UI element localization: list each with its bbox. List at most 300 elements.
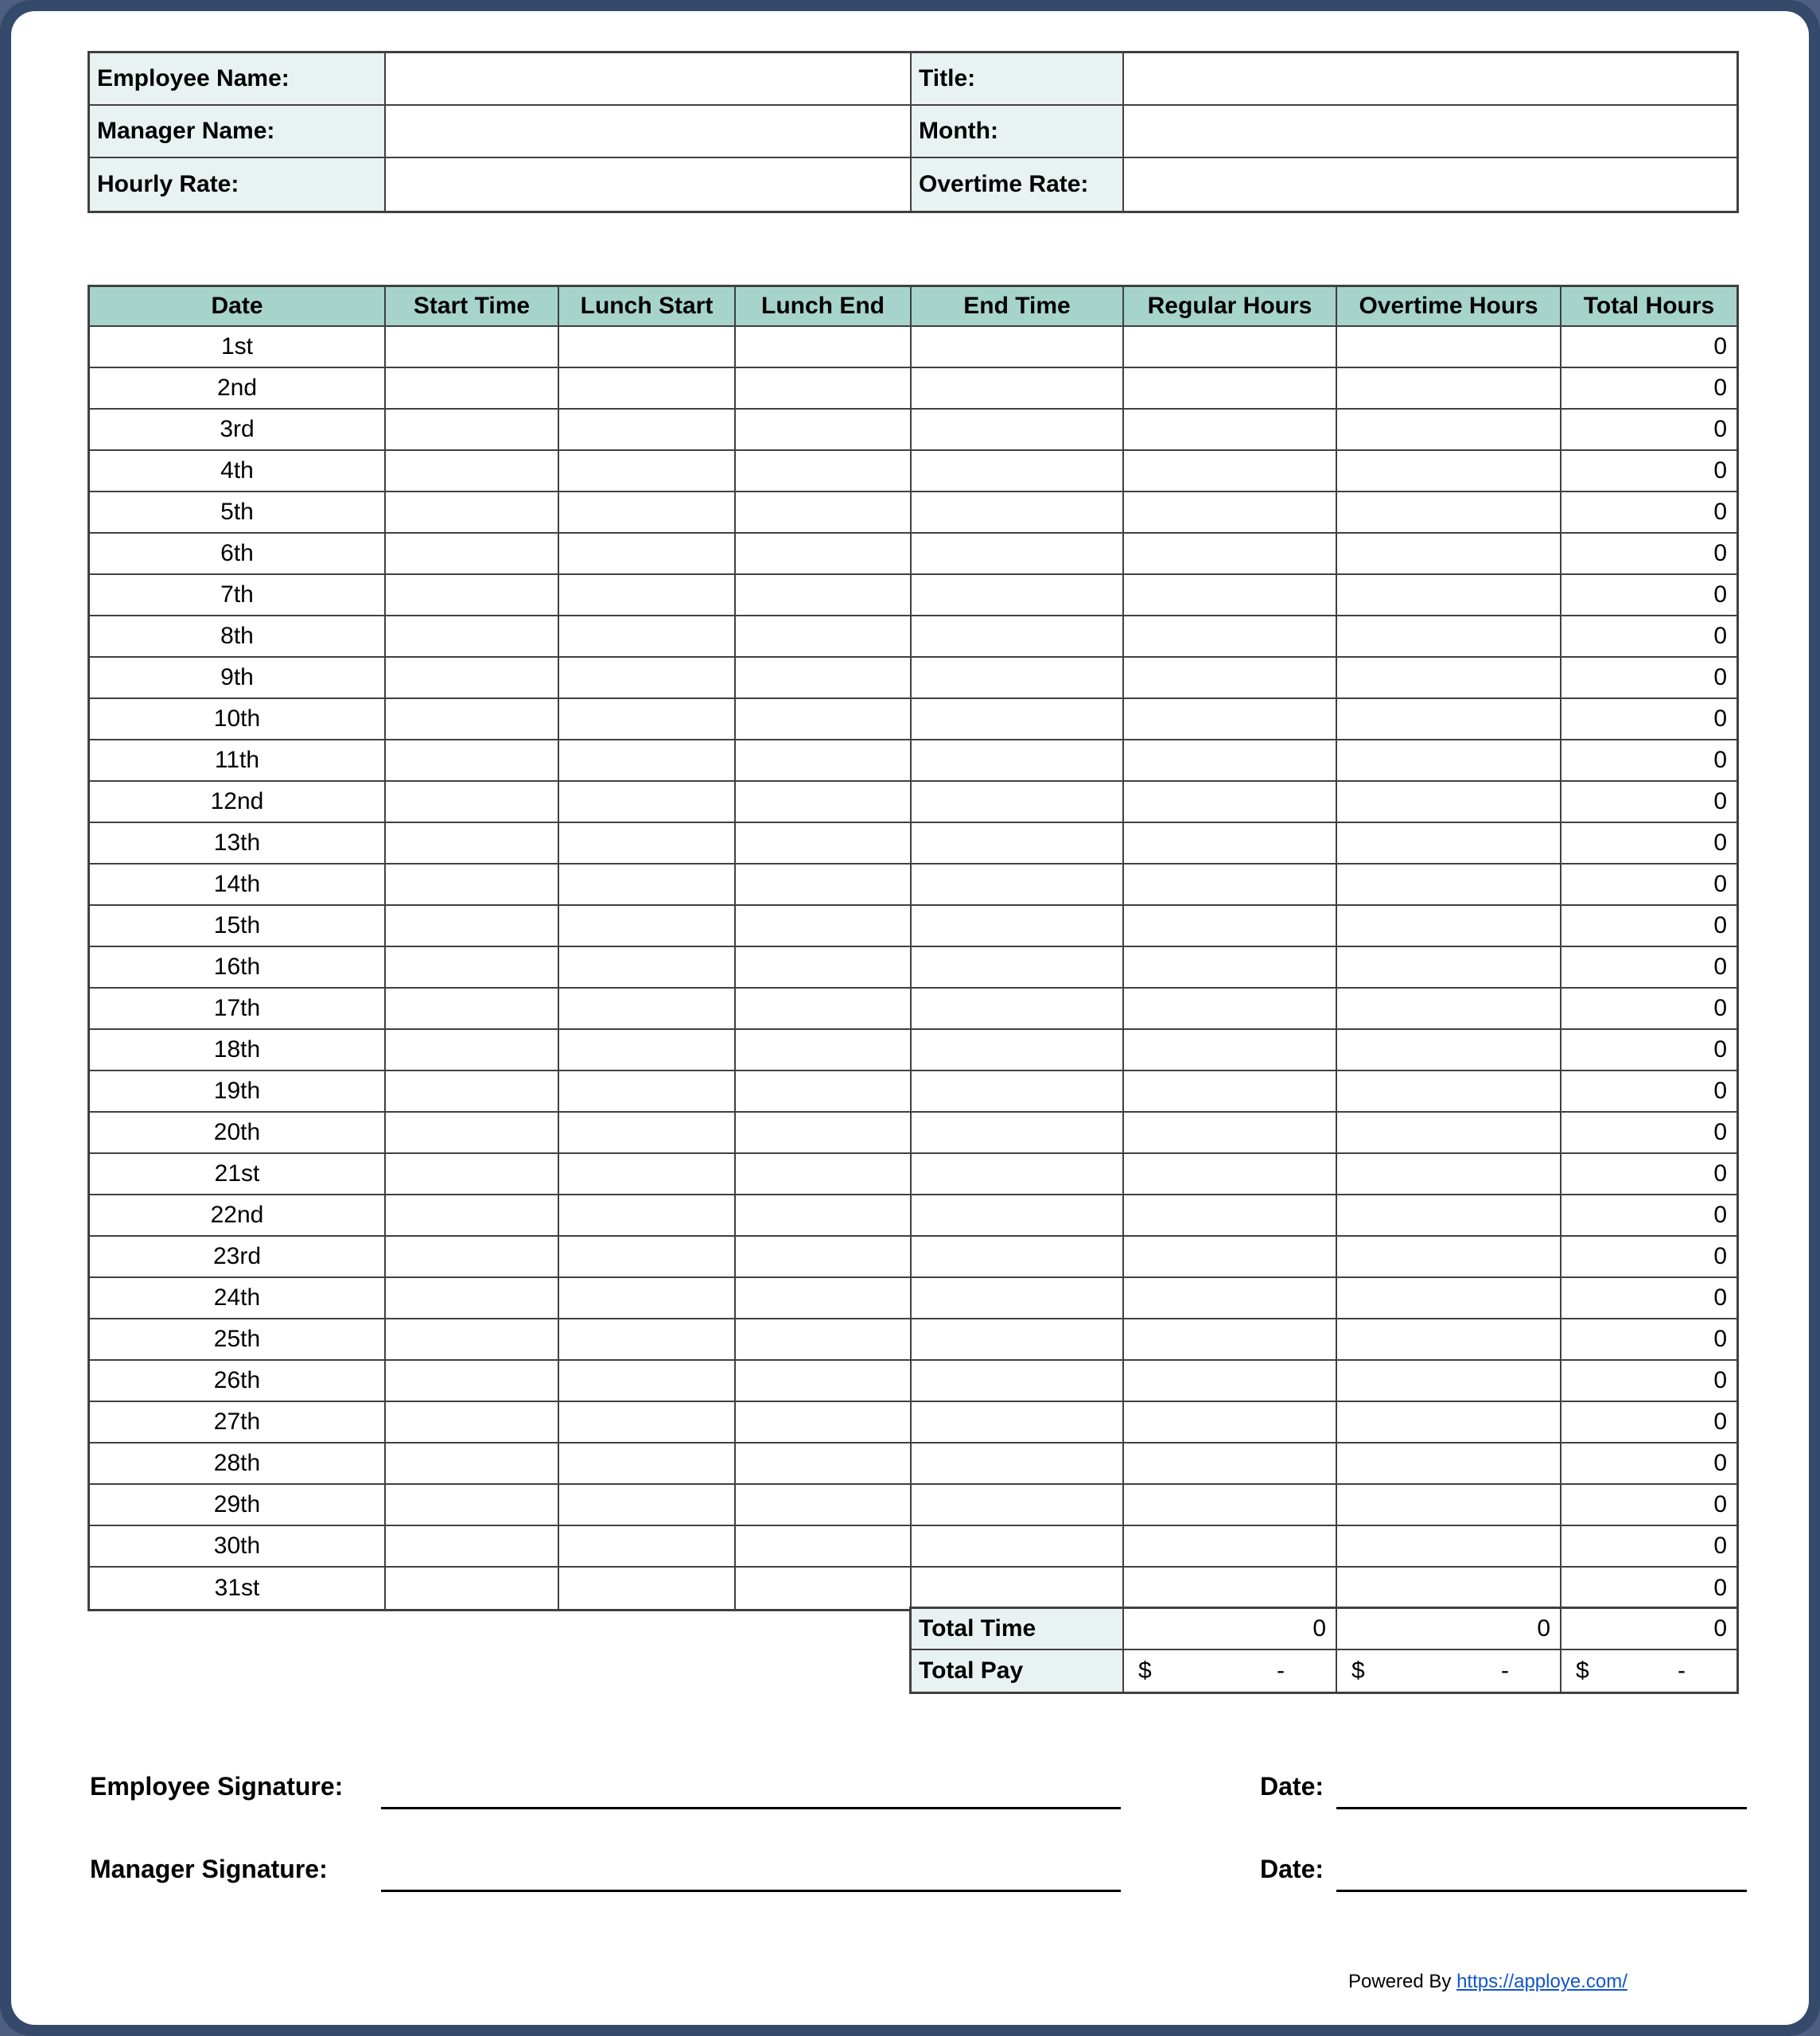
timesheet-row	[90, 1402, 1736, 1443]
overtime-hours-cell[interactable]	[1337, 1195, 1561, 1237]
total-hours-cell: 0	[1561, 989, 1736, 1030]
date-cell: 28th	[90, 1443, 386, 1485]
manager-date-line[interactable]	[1336, 1890, 1747, 1892]
lunch-start-cell[interactable]	[559, 327, 736, 368]
end-time-cell[interactable]	[912, 1278, 1124, 1319]
timesheet-row	[90, 327, 1736, 368]
header-total-hours: Total Hours	[1561, 287, 1736, 327]
regular-hours-cell[interactable]	[1124, 575, 1337, 616]
overtime-hours-cell[interactable]	[1337, 1030, 1561, 1071]
end-time-cell[interactable]	[912, 865, 1124, 906]
overtime-hours-cell[interactable]	[1337, 1071, 1561, 1113]
overtime-hours-cell[interactable]	[1337, 492, 1561, 534]
regular-hours-cell[interactable]	[1124, 1568, 1337, 1609]
lunch-end-cell[interactable]	[736, 1278, 912, 1319]
start-time-cell[interactable]	[386, 1568, 559, 1609]
total-pay-label: Total Pay	[912, 1650, 1124, 1692]
lunch-end-cell[interactable]	[736, 740, 912, 782]
regular-hours-cell[interactable]	[1124, 1195, 1337, 1237]
lunch-end-cell[interactable]	[736, 1113, 912, 1154]
total-time-regular: 0	[1124, 1609, 1337, 1650]
regular-hours-cell[interactable]	[1124, 740, 1337, 782]
lunch-start-cell[interactable]	[559, 740, 736, 782]
start-time-cell[interactable]	[386, 368, 559, 410]
start-time-cell[interactable]	[386, 616, 559, 658]
total-pay-total-value: -	[1678, 1657, 1686, 1684]
lunch-end-cell[interactable]	[736, 658, 912, 699]
regular-hours-cell[interactable]	[1124, 1113, 1337, 1154]
overtime-hours-cell[interactable]	[1337, 947, 1561, 989]
start-time-cell[interactable]	[386, 410, 559, 451]
lunch-start-cell[interactable]	[559, 1113, 736, 1154]
lunch-end-cell[interactable]	[736, 865, 912, 906]
timesheet-row	[90, 1361, 1736, 1402]
date-cell: 8th	[90, 616, 386, 658]
total-hours-cell: 0	[1561, 1443, 1736, 1485]
start-time-cell[interactable]	[386, 1237, 559, 1278]
date-cell: 14th	[90, 865, 386, 906]
timesheet-row	[90, 1278, 1736, 1319]
overtime-hours-cell[interactable]	[1337, 534, 1561, 575]
start-time-cell[interactable]	[386, 947, 559, 989]
lunch-end-cell[interactable]	[736, 1237, 912, 1278]
totals-table	[909, 1607, 1739, 1694]
regular-hours-cell[interactable]	[1124, 1071, 1337, 1113]
overtime-hours-cell[interactable]	[1337, 616, 1561, 658]
end-time-cell[interactable]	[912, 989, 1124, 1030]
lunch-start-cell[interactable]	[559, 492, 736, 534]
date-cell: 29th	[90, 1485, 386, 1526]
lunch-end-cell[interactable]	[736, 368, 912, 410]
end-time-cell[interactable]	[912, 906, 1124, 947]
lunch-start-cell[interactable]	[559, 1568, 736, 1609]
start-time-cell[interactable]	[386, 1071, 559, 1113]
overtime-hours-cell[interactable]	[1337, 1526, 1561, 1568]
header-date: Date	[90, 287, 386, 327]
employee-name-label: Employee Name:	[90, 53, 386, 106]
info-table	[88, 51, 1739, 213]
timesheet-row	[90, 451, 1736, 492]
regular-hours-cell[interactable]	[1124, 1237, 1337, 1278]
employee-name-field[interactable]	[386, 53, 912, 106]
manager-name-field[interactable]	[386, 106, 912, 158]
total-hours-cell: 0	[1561, 1319, 1736, 1361]
timesheet-row	[90, 534, 1736, 575]
overtime-hours-cell[interactable]	[1337, 368, 1561, 410]
overtime-hours-cell[interactable]	[1337, 989, 1561, 1030]
lunch-end-cell[interactable]	[736, 1361, 912, 1402]
regular-hours-cell[interactable]	[1124, 699, 1337, 740]
regular-hours-cell[interactable]	[1124, 782, 1337, 823]
total-pay-regular-value: -	[1277, 1657, 1285, 1684]
lunch-start-cell[interactable]	[559, 410, 736, 451]
timesheet-row	[90, 1030, 1736, 1071]
overtime-hours-cell[interactable]	[1337, 740, 1561, 782]
date-cell: 1st	[90, 327, 386, 368]
total-hours-cell: 0	[1561, 327, 1736, 368]
hourly-rate-label: Hourly Rate:	[90, 158, 386, 211]
end-time-cell[interactable]	[912, 410, 1124, 451]
lunch-start-cell[interactable]	[559, 1278, 736, 1319]
lunch-end-cell[interactable]	[736, 906, 912, 947]
timesheet-row	[90, 782, 1736, 823]
lunch-end-cell[interactable]	[736, 1443, 912, 1485]
start-time-cell[interactable]	[386, 782, 559, 823]
lunch-start-cell[interactable]	[559, 1361, 736, 1402]
regular-hours-cell[interactable]	[1124, 451, 1337, 492]
lunch-start-cell[interactable]	[559, 1526, 736, 1568]
total-hours-cell: 0	[1561, 1526, 1736, 1568]
lunch-end-cell[interactable]	[736, 699, 912, 740]
end-time-cell[interactable]	[912, 1443, 1124, 1485]
start-time-cell[interactable]	[386, 1402, 559, 1443]
total-hours-cell: 0	[1561, 865, 1736, 906]
overtime-rate-field[interactable]	[1124, 158, 1736, 211]
date-cell: 5th	[90, 492, 386, 534]
lunch-start-cell[interactable]	[559, 1195, 736, 1237]
lunch-start-cell[interactable]	[559, 906, 736, 947]
total-hours-cell: 0	[1561, 410, 1736, 451]
end-time-cell[interactable]	[912, 782, 1124, 823]
date-cell: 25th	[90, 1319, 386, 1361]
total-time-overtime: 0	[1337, 1609, 1561, 1650]
timesheet-row	[90, 616, 1736, 658]
lunch-end-cell[interactable]	[736, 575, 912, 616]
manager-signature-label: Manager Signature:	[90, 1855, 328, 1883]
total-pay-total	[1561, 1650, 1736, 1692]
overtime-hours-cell[interactable]	[1337, 906, 1561, 947]
date-cell: 4th	[90, 451, 386, 492]
date-cell: 20th	[90, 1113, 386, 1154]
overtime-hours-cell[interactable]	[1337, 658, 1561, 699]
total-hours-cell: 0	[1561, 740, 1736, 782]
title-label: Title:	[912, 53, 1124, 106]
regular-hours-cell[interactable]	[1124, 368, 1337, 410]
total-hours-cell: 0	[1561, 782, 1736, 823]
total-hours-cell: 0	[1561, 1071, 1736, 1113]
end-time-cell[interactable]	[912, 823, 1124, 865]
regular-hours-cell[interactable]	[1124, 906, 1337, 947]
overtime-hours-cell[interactable]	[1337, 327, 1561, 368]
lunch-end-cell[interactable]	[736, 1030, 912, 1071]
total-hours-cell: 0	[1561, 947, 1736, 989]
lunch-end-cell[interactable]	[736, 1195, 912, 1237]
regular-hours-cell[interactable]	[1124, 865, 1337, 906]
date-cell: 6th	[90, 534, 386, 575]
regular-hours-cell[interactable]	[1124, 989, 1337, 1030]
overtime-hours-cell[interactable]	[1337, 1278, 1561, 1319]
overtime-hours-cell[interactable]	[1337, 782, 1561, 823]
start-time-cell[interactable]	[386, 1278, 559, 1319]
regular-hours-cell[interactable]	[1124, 1485, 1337, 1526]
end-time-cell[interactable]	[912, 1195, 1124, 1237]
lunch-start-cell[interactable]	[559, 1237, 736, 1278]
date-cell: 13th	[90, 823, 386, 865]
lunch-start-cell[interactable]	[559, 782, 736, 823]
lunch-end-cell[interactable]	[736, 616, 912, 658]
date-cell: 21st	[90, 1154, 386, 1195]
total-hours-cell: 0	[1561, 1278, 1736, 1319]
lunch-start-cell[interactable]	[559, 865, 736, 906]
start-time-cell[interactable]	[386, 906, 559, 947]
overtime-hours-cell[interactable]	[1337, 1443, 1561, 1485]
month-field[interactable]	[1124, 106, 1736, 158]
lunch-end-cell[interactable]	[736, 782, 912, 823]
start-time-cell[interactable]	[386, 1319, 559, 1361]
currency-symbol: $	[1351, 1657, 1365, 1684]
regular-hours-cell[interactable]	[1124, 1030, 1337, 1071]
date-cell: 10th	[90, 699, 386, 740]
total-pay-overtime	[1337, 1650, 1561, 1692]
hourly-rate-field[interactable]	[386, 158, 912, 211]
end-time-cell[interactable]	[912, 1319, 1124, 1361]
start-time-cell[interactable]	[386, 1154, 559, 1195]
total-hours-cell: 0	[1561, 1113, 1736, 1154]
lunch-end-cell[interactable]	[736, 1526, 912, 1568]
start-time-cell[interactable]	[386, 575, 559, 616]
lunch-end-cell[interactable]	[736, 1071, 912, 1113]
regular-hours-cell[interactable]	[1124, 823, 1337, 865]
total-hours-cell: 0	[1561, 823, 1736, 865]
end-time-cell[interactable]	[912, 658, 1124, 699]
total-hours-cell: 0	[1561, 575, 1736, 616]
timesheet-row	[90, 658, 1736, 699]
end-time-cell[interactable]	[912, 1154, 1124, 1195]
total-hours-cell: 0	[1561, 1154, 1736, 1195]
lunch-end-cell[interactable]	[736, 410, 912, 451]
lunch-start-cell[interactable]	[559, 1071, 736, 1113]
lunch-start-cell[interactable]	[559, 1154, 736, 1195]
total-hours-cell: 0	[1561, 1237, 1736, 1278]
date-cell: 31st	[90, 1568, 386, 1609]
start-time-cell[interactable]	[386, 1485, 559, 1526]
lunch-start-cell[interactable]	[559, 658, 736, 699]
start-time-cell[interactable]	[386, 492, 559, 534]
timesheet-row	[90, 1485, 1736, 1526]
regular-hours-cell[interactable]	[1124, 1402, 1337, 1443]
timesheet-row	[90, 410, 1736, 451]
end-time-cell[interactable]	[912, 1526, 1124, 1568]
start-time-cell[interactable]	[386, 658, 559, 699]
overtime-hours-cell[interactable]	[1337, 1113, 1561, 1154]
overtime-hours-cell[interactable]	[1337, 865, 1561, 906]
end-time-cell[interactable]	[912, 947, 1124, 989]
end-time-cell[interactable]	[912, 1361, 1124, 1402]
timesheet-row	[90, 740, 1736, 782]
end-time-cell[interactable]	[912, 1030, 1124, 1071]
manager-signature-line[interactable]	[381, 1890, 1121, 1892]
lunch-end-cell[interactable]	[736, 1485, 912, 1526]
overtime-hours-cell[interactable]	[1337, 1319, 1561, 1361]
lunch-start-cell[interactable]	[559, 451, 736, 492]
total-hours-cell: 0	[1561, 1030, 1736, 1071]
date-cell: 7th	[90, 575, 386, 616]
regular-hours-cell[interactable]	[1124, 492, 1337, 534]
regular-hours-cell[interactable]	[1124, 947, 1337, 989]
overtime-hours-cell[interactable]	[1337, 575, 1561, 616]
timesheet-body	[90, 327, 1736, 1609]
date-cell: 12nd	[90, 782, 386, 823]
lunch-start-cell[interactable]	[559, 1319, 736, 1361]
lunch-start-cell[interactable]	[559, 368, 736, 410]
overtime-hours-cell[interactable]	[1337, 823, 1561, 865]
regular-hours-cell[interactable]	[1124, 1319, 1337, 1361]
overtime-hours-cell[interactable]	[1337, 1402, 1561, 1443]
total-time-total: 0	[1561, 1609, 1736, 1650]
start-time-cell[interactable]	[386, 1113, 559, 1154]
lunch-end-cell[interactable]	[736, 989, 912, 1030]
overtime-hours-cell[interactable]	[1337, 1568, 1561, 1609]
end-time-cell[interactable]	[912, 492, 1124, 534]
start-time-cell[interactable]	[386, 1361, 559, 1402]
start-time-cell[interactable]	[386, 865, 559, 906]
regular-hours-cell[interactable]	[1124, 410, 1337, 451]
timesheet-row	[90, 1319, 1736, 1361]
end-time-cell[interactable]	[912, 616, 1124, 658]
end-time-cell[interactable]	[912, 534, 1124, 575]
lunch-start-cell[interactable]	[559, 1443, 736, 1485]
currency-symbol: $	[1576, 1657, 1589, 1684]
end-time-cell[interactable]	[912, 1402, 1124, 1443]
date-cell: 27th	[90, 1402, 386, 1443]
start-time-cell[interactable]	[386, 740, 559, 782]
timesheet-header-row	[90, 287, 1736, 327]
start-time-cell[interactable]	[386, 823, 559, 865]
timesheet-row	[90, 1568, 1736, 1609]
end-time-cell[interactable]	[912, 575, 1124, 616]
regular-hours-cell[interactable]	[1124, 616, 1337, 658]
date-cell: 18th	[90, 1030, 386, 1071]
overtime-rate-label: Overtime Rate:	[912, 158, 1124, 211]
lunch-start-cell[interactable]	[559, 1402, 736, 1443]
timesheet-table	[88, 285, 1739, 1611]
date-cell: 9th	[90, 658, 386, 699]
end-time-cell[interactable]	[912, 1113, 1124, 1154]
timesheet-row	[90, 1154, 1736, 1195]
lunch-end-cell[interactable]	[736, 823, 912, 865]
title-field[interactable]	[1124, 53, 1736, 106]
regular-hours-cell[interactable]	[1124, 1526, 1337, 1568]
lunch-start-cell[interactable]	[559, 1485, 736, 1526]
lunch-start-cell[interactable]	[559, 989, 736, 1030]
employee-date-label: Date:	[1260, 1772, 1324, 1801]
overtime-hours-cell[interactable]	[1337, 1237, 1561, 1278]
currency-symbol: $	[1138, 1657, 1152, 1684]
total-hours-cell: 0	[1561, 1361, 1736, 1402]
timesheet-row	[90, 1237, 1736, 1278]
regular-hours-cell[interactable]	[1124, 1154, 1337, 1195]
regular-hours-cell[interactable]	[1124, 327, 1337, 368]
timesheet-row	[90, 492, 1736, 534]
overtime-hours-cell[interactable]	[1337, 1485, 1561, 1526]
end-time-cell[interactable]	[912, 451, 1124, 492]
overtime-hours-cell[interactable]	[1337, 451, 1561, 492]
start-time-cell[interactable]	[386, 1030, 559, 1071]
regular-hours-cell[interactable]	[1124, 1278, 1337, 1319]
start-time-cell[interactable]	[386, 989, 559, 1030]
total-hours-cell: 0	[1561, 1195, 1736, 1237]
lunch-start-cell[interactable]	[559, 823, 736, 865]
end-time-cell[interactable]	[912, 1071, 1124, 1113]
lunch-start-cell[interactable]	[559, 947, 736, 989]
employee-signature-line[interactable]	[381, 1807, 1121, 1809]
lunch-end-cell[interactable]	[736, 327, 912, 368]
start-time-cell[interactable]	[386, 534, 559, 575]
timesheet-row	[90, 1113, 1736, 1154]
lunch-end-cell[interactable]	[736, 1319, 912, 1361]
lunch-start-cell[interactable]	[559, 1030, 736, 1071]
start-time-cell[interactable]	[386, 451, 559, 492]
start-time-cell[interactable]	[386, 1443, 559, 1485]
lunch-start-cell[interactable]	[559, 534, 736, 575]
timesheet-row	[90, 865, 1736, 906]
date-cell: 26th	[90, 1361, 386, 1402]
total-hours-cell: 0	[1561, 1402, 1736, 1443]
end-time-cell[interactable]	[912, 740, 1124, 782]
regular-hours-cell[interactable]	[1124, 1443, 1337, 1485]
overtime-hours-cell[interactable]	[1337, 410, 1561, 451]
date-cell: 3rd	[90, 410, 386, 451]
start-time-cell[interactable]	[386, 699, 559, 740]
end-time-cell[interactable]	[912, 1237, 1124, 1278]
total-pay-regular	[1124, 1650, 1337, 1692]
end-time-cell[interactable]	[912, 327, 1124, 368]
overtime-hours-cell[interactable]	[1337, 699, 1561, 740]
lunch-end-cell[interactable]	[736, 451, 912, 492]
total-hours-cell: 0	[1561, 1485, 1736, 1526]
regular-hours-cell[interactable]	[1124, 1361, 1337, 1402]
lunch-start-cell[interactable]	[559, 616, 736, 658]
timesheet-row	[90, 906, 1736, 947]
lunch-end-cell[interactable]	[736, 492, 912, 534]
start-time-cell[interactable]	[386, 327, 559, 368]
apploye-link[interactable]: https://apploye.com/	[1456, 1971, 1628, 1992]
timesheet-row	[90, 1071, 1736, 1113]
lunch-start-cell[interactable]	[559, 699, 736, 740]
date-cell: 17th	[90, 989, 386, 1030]
start-time-cell[interactable]	[386, 1526, 559, 1568]
month-label: Month:	[912, 106, 1124, 158]
lunch-end-cell[interactable]	[736, 947, 912, 989]
total-hours-cell: 0	[1561, 534, 1736, 575]
lunch-end-cell[interactable]	[736, 1154, 912, 1195]
employee-signature-label: Employee Signature:	[90, 1772, 344, 1801]
total-hours-cell: 0	[1561, 492, 1736, 534]
header-regular-hours: Regular Hours	[1124, 287, 1337, 327]
lunch-end-cell[interactable]	[736, 1568, 912, 1609]
end-time-cell[interactable]	[912, 1568, 1124, 1609]
regular-hours-cell[interactable]	[1124, 534, 1337, 575]
regular-hours-cell[interactable]	[1124, 658, 1337, 699]
timesheet-row	[90, 575, 1736, 616]
timesheet-row	[90, 823, 1736, 865]
end-time-cell[interactable]	[912, 699, 1124, 740]
end-time-cell[interactable]	[912, 368, 1124, 410]
date-cell: 22nd	[90, 1195, 386, 1237]
employee-date-line[interactable]	[1336, 1807, 1747, 1809]
overtime-hours-cell[interactable]	[1337, 1154, 1561, 1195]
lunch-end-cell[interactable]	[736, 1402, 912, 1443]
lunch-end-cell[interactable]	[736, 534, 912, 575]
date-cell: 23rd	[90, 1237, 386, 1278]
lunch-start-cell[interactable]	[559, 575, 736, 616]
start-time-cell[interactable]	[386, 1195, 559, 1237]
end-time-cell[interactable]	[912, 1485, 1124, 1526]
overtime-hours-cell[interactable]	[1337, 1361, 1561, 1402]
timesheet-row	[90, 368, 1736, 410]
total-hours-cell: 0	[1561, 616, 1736, 658]
total-hours-cell: 0	[1561, 658, 1736, 699]
